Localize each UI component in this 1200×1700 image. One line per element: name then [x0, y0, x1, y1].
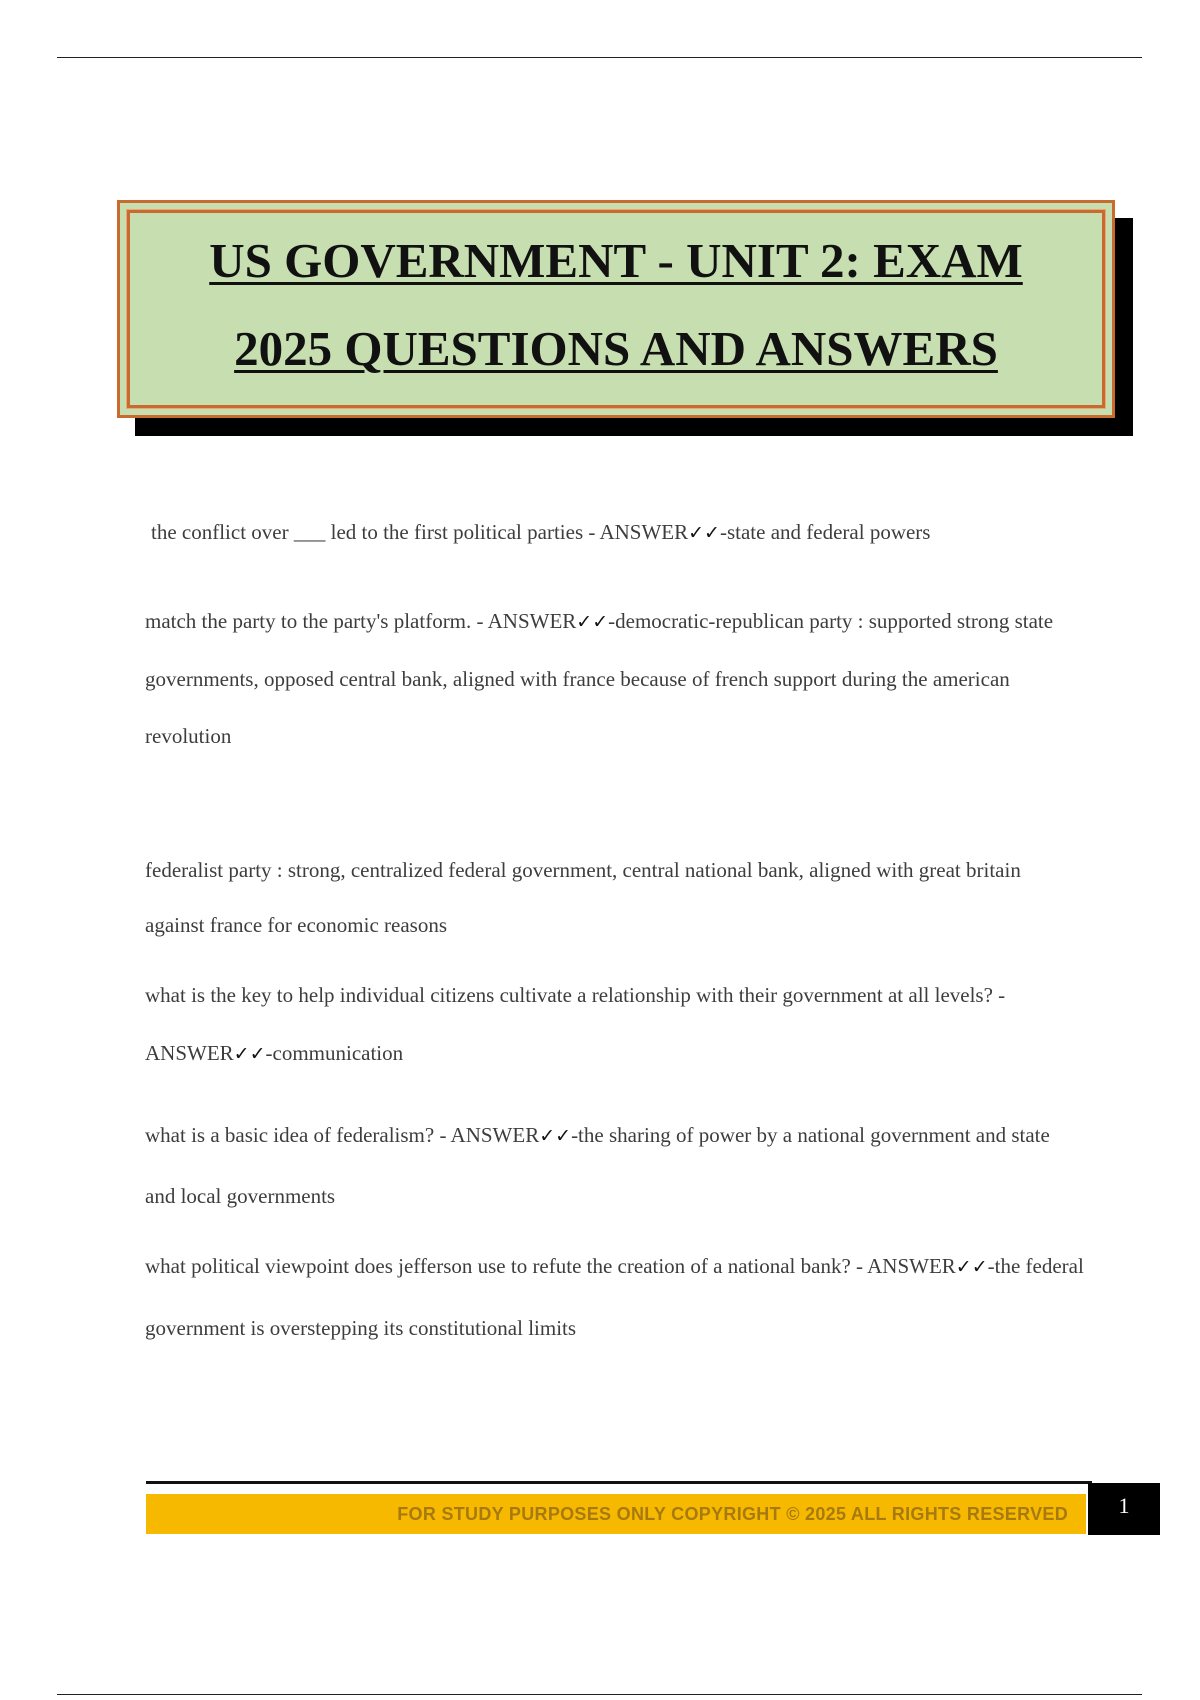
title-banner [117, 200, 1115, 418]
title-line-2: 2025 QUESTIONS AND ANSWERS [234, 321, 998, 376]
page-number: 1 [1088, 1483, 1160, 1535]
document-title [120, 217, 1112, 393]
qa-item-5 [145, 1236, 1085, 1359]
qa-item-4 [145, 1105, 1085, 1226]
answer-marker: ANSWER [450, 1123, 540, 1147]
bottom-rule [57, 1694, 1142, 1695]
continuation-text: federalist party : strong, centralized federal government, central national bank, aligned with great britain against france for economic reasons [145, 858, 1021, 937]
qa-item-3 [145, 966, 1085, 1083]
question-text: what is the key to help individual citizens cultivate a relationship with their government at all levels? - [145, 983, 1006, 1007]
double-check-icon: ✓✓ [539, 1125, 572, 1147]
double-check-icon: ✓✓ [233, 1043, 266, 1065]
qa-item-1 [145, 515, 1091, 550]
footer-rule [146, 1481, 1092, 1484]
answer-text: -the federal government is overstepping its constitutional limits [145, 1254, 1084, 1340]
answer-marker: ANSWER [867, 1254, 956, 1278]
answer-marker: ANSWER [145, 1041, 234, 1065]
answer-marker: ANSWER [599, 520, 689, 544]
footer-notice: FOR STUDY PURPOSES ONLY COPYRIGHT © 2025 ALL RIGHTS RESERVED [146, 1494, 1086, 1534]
qa-item-2 [145, 593, 1085, 765]
double-check-icon: ✓✓ [955, 1256, 988, 1278]
title-line-1: US GOVERNMENT - UNIT 2: EXAM [209, 233, 1023, 288]
answer-text: -democratic-republican party : supported strong state governments, opposed central bank, aligned with france because of french support during the american revolution [145, 609, 1054, 748]
answer-text: -state and federal powers [719, 520, 931, 544]
double-check-icon: ✓✓ [688, 522, 720, 544]
answer-marker: ANSWER [487, 609, 577, 633]
qa-item-2-continuation [145, 843, 1085, 953]
question-text: match the party to the party's platform. - [145, 609, 488, 633]
question-text: what political viewpoint does jefferson use to refute the creation of a national bank? - [145, 1254, 868, 1278]
question-text: what is a basic idea of federalism? - [145, 1123, 451, 1147]
double-check-icon: ✓✓ [576, 611, 609, 633]
question-text: the conflict over ___ led to the first political parties - [151, 520, 600, 544]
top-rule [57, 57, 1142, 58]
answer-text: -communication [265, 1041, 404, 1065]
answer-text: -the sharing of power by a national government and state and local governments [145, 1123, 1050, 1208]
